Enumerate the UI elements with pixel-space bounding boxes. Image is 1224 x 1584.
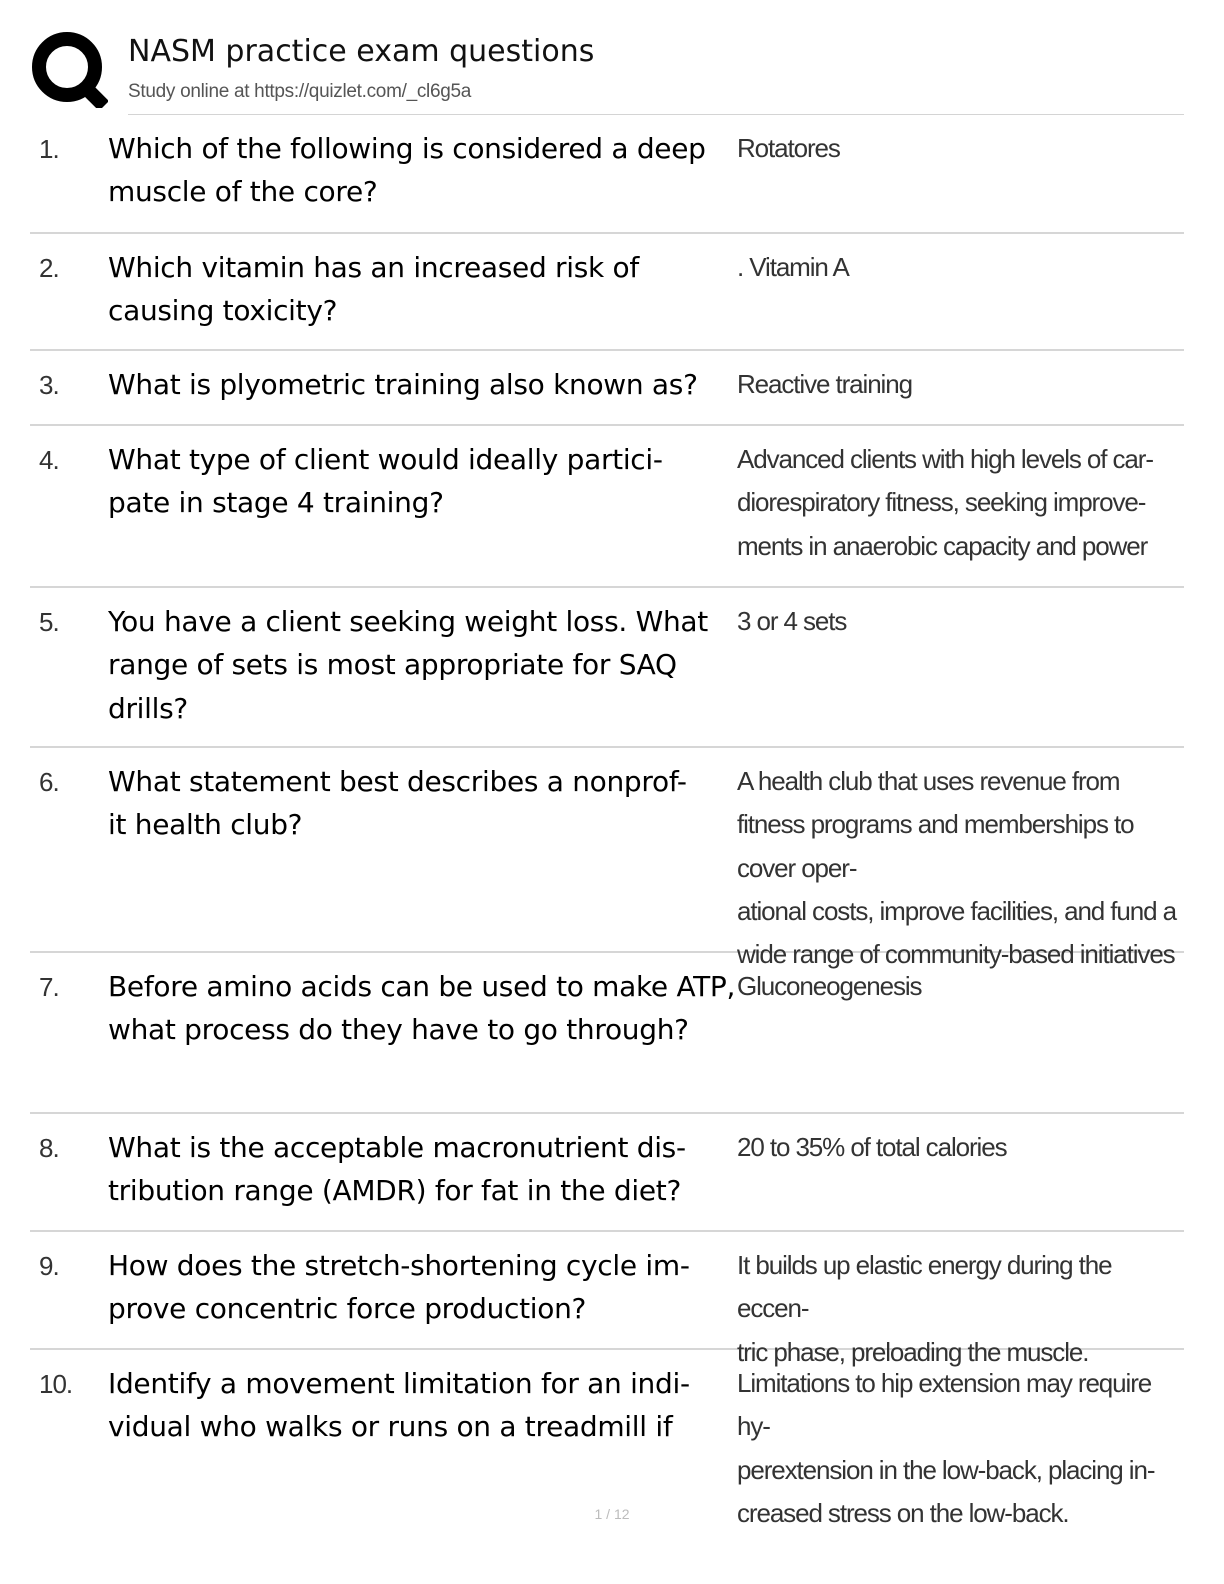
question-number: 2. [39,253,59,283]
question-row [30,588,1184,748]
document-title: NASM practice exam questions [128,34,595,69]
question-text: What type of client would ideally partici- pate in stage 4 training? [108,443,663,520]
answer-text: A health club that uses revenue from fitness programs and memberships to cover oper- ational costs, improve facilities, and fund a wide range of community-based initiatives [737,766,1176,970]
question-row [30,426,1184,588]
answer-text: It builds up elastic energy during the eccen- tric phase, preloading the muscle. [737,1250,1112,1367]
question-text: Which of the following is considered a deep muscle of the core? [108,132,706,209]
question-row [30,115,1184,234]
question-text: Identify a movement limitation for an indi- vidual who walks or runs on a treadmill if [108,1367,690,1444]
question-row [30,1232,1184,1367]
question-number: 1. [39,134,59,164]
question-number: 7. [39,972,59,1002]
question-row [30,351,1184,426]
question-text: How does the stretch-shortening cycle im- prove concentric force production? [108,1249,690,1326]
question-text: Which vitamin has an increased risk of causing toxicity? [108,251,639,328]
document-header [30,30,1184,115]
answer-text: Limitations to hip extension may require hy- perextension in the low-back, placing in- creased stress on the low-back. [737,1368,1155,1528]
answer-text: 3 or 4 sets [737,606,847,636]
question-number: 10. [39,1369,73,1399]
answer-text: Advanced clients with high levels of car- diorespiratory fitness, seeking improve- ments in anaerobic capacity and power [737,444,1153,561]
question-text: What is the acceptable macronutrient dis- tribution range (AMDR) for fat in the diet? [108,1131,686,1208]
question-row [30,748,1184,970]
question-number: 4. [39,445,59,475]
question-text: You have a client seeking weight loss. What range of sets is most appropriate for SAQ drills? [108,605,708,725]
question-number: 3. [39,370,59,400]
question-number: 5. [39,607,59,637]
question-text: What is plyometric training also known as? [108,368,698,401]
question-number: 9. [39,1251,59,1281]
question-row [30,953,1184,1114]
quizlet-q-logo [30,30,108,108]
answer-text: Rotatores [737,133,840,163]
question-number: 6. [39,767,59,797]
answer-text: . Vitamin A [737,252,849,282]
answer-text: Reactive training [737,369,912,399]
question-row [30,1114,1184,1232]
study-online-link[interactable]: Study online at https://quizlet.com/_cl6g5a [128,81,472,102]
answer-text: 20 to 35% of total calories [737,1132,1007,1162]
answer-text: Gluconeogenesis [737,971,922,1001]
page-number: 1 / 12 [594,1506,630,1522]
question-text: What statement best describes a nonprof- it health club? [108,765,687,842]
question-row [30,234,1184,351]
question-number: 8. [39,1133,59,1163]
question-text: Before amino acids can be used to make ATP, what process do they have to go through? [108,970,736,1047]
